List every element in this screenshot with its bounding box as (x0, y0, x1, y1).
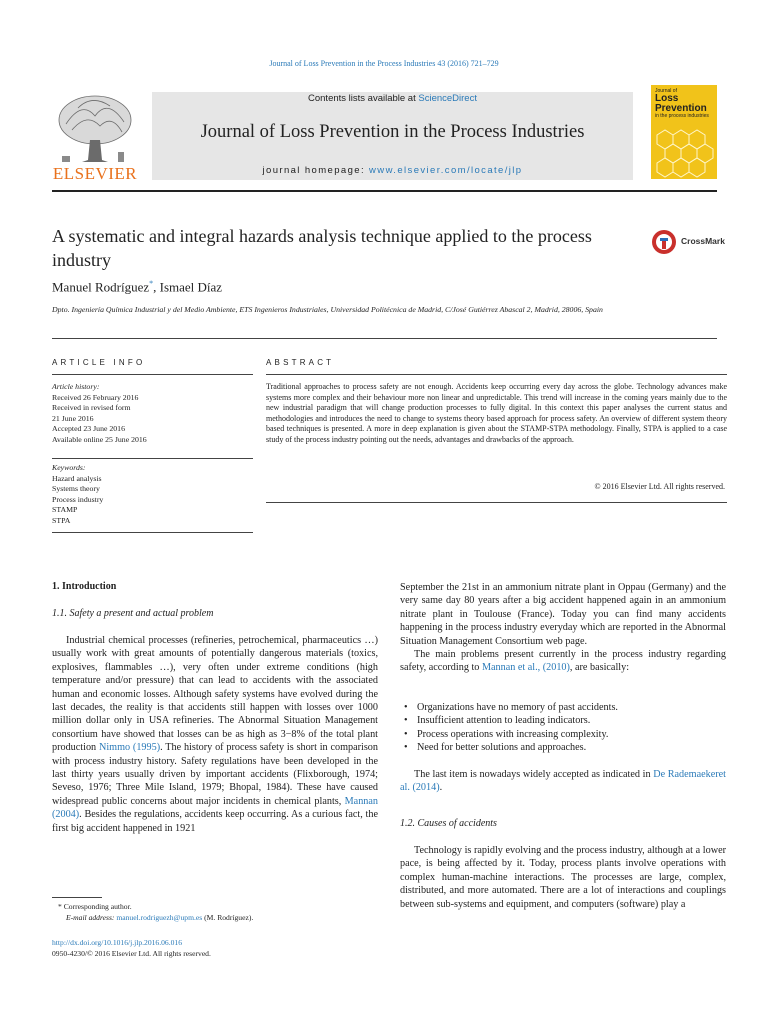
homepage-link[interactable]: www.elsevier.com/locate/jlp (369, 165, 523, 176)
list-item: • Insufficient attention to leading indicators. (400, 714, 726, 727)
body-right-paragraph (400, 768, 726, 795)
doi-block (52, 938, 211, 959)
history-received: Received 26 February 2016 (52, 392, 139, 402)
article-info-heading: ARTICLE INFO (52, 358, 146, 367)
paragraph-text: . (439, 782, 443, 794)
author-name[interactable]: Manuel Rodríguez (52, 279, 150, 295)
history-online: Available online 25 June 2016 (52, 434, 147, 444)
article-title: A systematic and integral hazards analysis technique applied to the process industry (52, 226, 592, 270)
list-item: • Need for better solutions and approaches. (400, 741, 726, 754)
citation-link[interactable]: Mannan et al., (2010) (481, 662, 570, 674)
author-affiliation: Dpto. Ingeniería Química Industrial y del Medio Ambiente, ETS Ingenieros Industriales, Universidad Politécnica de Madrid, C/José Gutiérrez Abascal 2, Madrid, 28006, Spain (52, 305, 603, 314)
contents-prefix: Contents lists available at (308, 93, 419, 104)
history-accepted: Accepted 23 June 2016 (52, 424, 125, 433)
author-email-link[interactable]: manuel.rodriguezh@upm.es (116, 913, 203, 922)
body-right-paragraph (400, 844, 726, 911)
citation-link[interactable]: Mannan (2004) (52, 795, 378, 821)
author-name[interactable]: , Ismael Díaz (153, 279, 223, 295)
section-heading-introduction: 1. Introduction (52, 581, 117, 592)
body-paragraph: September the 21st in an ammonium nitrate plant in Oppau (Germany) and the very same day 80 years after a big accident happened again in an ammonium nitrate plant in Toulouse (France). Today you can find many accidents happening in the process industry everyday which are reported in the Abnormal Situation Management Consortium web page. (400, 582, 726, 647)
affiliation-divider (52, 338, 717, 339)
homepage-prefix: journal homepage: (262, 165, 370, 176)
footnote-text: Corresponding author. (63, 902, 132, 911)
masthead-divider (52, 190, 717, 192)
keywords-list (52, 463, 252, 526)
paragraph-text: Industrial chemical processes (refineries, petrochemical, pharmaceutics …) usually work with great amounts of potentially dangerous materials (toxics, explosives, flammables …), very often under extreme conditions (high temperature and/or pressure) that can lead to accidents with the associated human and economic losses. Although safety systems have evolved during the last decades, the reality is that accidents still happen with losses over 1000 million dollar only in USA refineries. The Abnormal Situation Management consortium have showed that losses can be as high as 3−8% of the total plant production (52, 635, 378, 754)
abstract-copyright: © 2016 Elsevier Ltd. All rights reserved. (594, 482, 725, 491)
keyword: Systems theory (52, 484, 100, 493)
abstract-text: Traditional approaches to process safety are not enough. Accidents keep occurring every day across the globe. Technology advances make systems more complex and their behaviour more non linear and unpredictable. This trend will increase in the coming years mainly due to the new industrial paradigm that will change production processes to fully digital. In this context this paper analyses the current status and methodologies and introduces the need to change to systems theory based approach for process safety. An overview of different system theory based techniques is presented. A more in deep explanation is given about the STAMP-STPA methodology. Finally, STPA is applied to a case study of the process industry pointing out the needs, advantages and drawbacks of the approach. (266, 382, 727, 444)
crossmark-label[interactable]: CrossMark (681, 236, 725, 246)
email-suffix: (M. Rodríguez). (202, 913, 254, 922)
journal-reference-link[interactable]: Journal of Loss Prevention in the Process Industries 43 (2016) 721–729 (269, 59, 499, 68)
history-revised: Received in revised form (52, 403, 131, 412)
citation-link[interactable]: Nimmo (1995) (98, 742, 161, 754)
journal-title: Journal of Loss Prevention in the Process Industries (200, 122, 585, 142)
body-paragraph: Technology is rapidly evolving and the process industry, although at a lower pace, is being affected by it. Today, process plants involve operations with complex human-machine interactions. The processes are large, complex, distributed, and more automated. There are a lot of interactions and couplings between sub-systems and equipment, and computers (software) play a (400, 845, 726, 910)
article-history-label: Article history: (52, 382, 100, 391)
publisher-name: ELSEVIER (52, 164, 138, 183)
cover-line-1: Journal of (655, 88, 677, 94)
journal-cover-image[interactable] (651, 85, 717, 179)
cover-line-4: in the process industries (655, 113, 709, 119)
paragraph-text: The main problems present currently in the process industry regarding safety, according to (400, 649, 726, 674)
contents-lists-line (152, 93, 633, 104)
crossmark-icon[interactable] (651, 229, 677, 255)
footnote-divider (52, 897, 102, 898)
cover-line-2: Loss (655, 93, 679, 104)
paragraph-text: , are basically: (569, 662, 630, 674)
footnote-corresponding (52, 901, 372, 912)
sciencedirect-link[interactable]: ScienceDirect (418, 93, 477, 104)
abstract-divider (266, 374, 727, 375)
list-item: • Process operations with increasing complexity. (400, 728, 726, 741)
body-left-column (52, 634, 378, 835)
subsection-heading-1-2: 1.2. Causes of accidents (400, 818, 497, 829)
issn-copyright-line: 0950-4230/© 2016 Elsevier Ltd. All rights reserved. (52, 948, 211, 958)
email-label: E-mail address: (66, 913, 117, 922)
citation-link[interactable]: De Rademaekeret al. (2014) (400, 769, 727, 794)
keyword: STPA (52, 515, 71, 525)
keyword: Hazard analysis (52, 473, 102, 483)
article-info-divider (52, 374, 253, 375)
abstract-heading: ABSTRACT (266, 358, 335, 367)
paragraph-text: . The history of process safety is short in comparison with process industry history. Safety regulations have been developed in the last thirty years usually driven by important accidents (Flixborough, 1974; Seveso, 1976; Three Mile Island, 1979; Bhopal, 1984). These have caused widespread public concerns about major incidents in chemical plants, (52, 742, 378, 807)
author-list (52, 279, 222, 295)
keyword: Process industry (52, 494, 104, 504)
keyword: STAMP (52, 505, 78, 514)
subsection-heading-1-1: 1.1. Safety a present and actual problem (52, 608, 214, 619)
body-paragraph (400, 768, 726, 795)
body-paragraph (52, 634, 378, 835)
footnote (52, 901, 372, 923)
keywords-label: Keywords: (52, 463, 86, 472)
list-item: • Organizations have no memory of past accidents. (400, 701, 726, 714)
cover-title (655, 89, 709, 119)
article-info-bottom-divider (52, 532, 253, 533)
body-right-column-top (400, 581, 726, 675)
cover-line-3: Prevention (655, 103, 707, 114)
footnote-email-line (52, 912, 372, 923)
history-revised-date: 21 June 2016 (52, 413, 94, 423)
corresponding-author-marker[interactable]: * (149, 279, 154, 288)
doi-link[interactable]: http://dx.doi.org/10.1016/j.jlp.2016.06.016 (52, 938, 183, 947)
article-history (52, 382, 252, 445)
footnote-marker: * (58, 902, 62, 911)
paragraph-text: The last item is nowadays widely accepted as indicated in (414, 769, 654, 780)
keywords-divider (52, 458, 253, 459)
body-paragraph (400, 648, 726, 675)
bullet-list (400, 701, 726, 755)
abstract-bottom-divider (266, 502, 727, 503)
journal-homepage-line (152, 165, 633, 176)
paragraph-text: . Besides the regulations, accidents keep occurring. As a curious fact, the first big accident happened in 1921 (52, 809, 378, 834)
